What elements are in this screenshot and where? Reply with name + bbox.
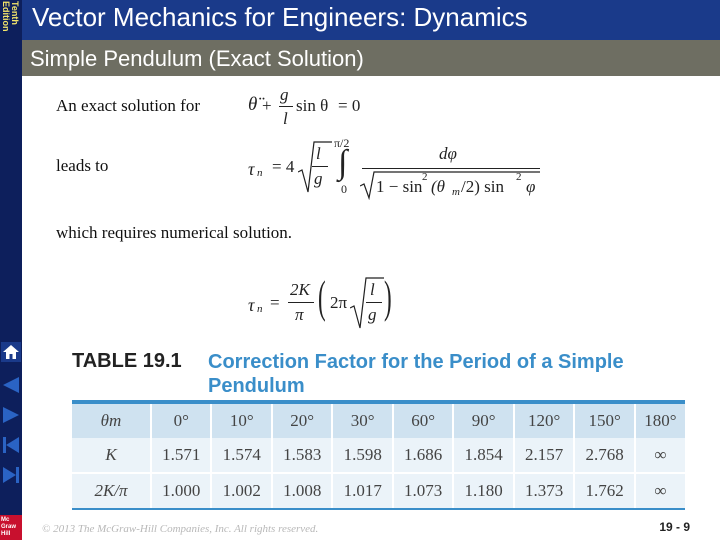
table-cell: 60° [393,404,453,438]
table-cell: 1.762 [574,473,634,508]
eq2-den-phi: φ [526,177,536,196]
eq3-equals: = [270,293,280,312]
page-number: 19 - 9 [659,520,690,534]
table-cell: 10° [211,404,271,438]
eq2-numerator: dφ [439,144,457,163]
table-cell: 0° [151,404,211,438]
copyright-notice: © 2013 The McGraw-Hill Companies, Inc. All rights reserved. [42,523,319,535]
eq3-denominator: π [295,305,304,324]
table-cell: 180° [635,404,685,438]
eq3-two-pi: 2π [330,293,348,312]
table-row [72,438,685,473]
table-cell: 90° [453,404,513,438]
table-label: TABLE 19.1 [72,350,182,372]
eq2-inner-bar [312,166,328,167]
eq2-sub-n: n [257,167,263,179]
home-icon[interactable] [1,342,21,362]
table-cell: 1.073 [393,473,453,508]
eq2-den-sup-2: 2 [516,171,522,183]
header-band [22,0,720,40]
eq3-tau: τ [248,295,255,315]
correction-factor-table [72,404,685,508]
table-cell: 1.373 [514,473,574,508]
table-header-row [72,404,685,438]
subheader-band [22,40,720,76]
eq3-inner-bar [366,302,382,303]
eq2-den-3: /2) sin [461,177,504,196]
eq2-upper-limit: π/2 [334,136,350,150]
table-cell: K [72,438,151,473]
table-cell: 120° [514,404,574,438]
table-cell: 1.571 [151,438,211,473]
last-icon[interactable] [1,465,21,485]
edition-word-1: Tenth [10,1,20,25]
eq3-l: l [370,280,375,299]
logo-word-2: Graw [1,524,17,530]
first-icon[interactable] [1,435,21,455]
eq2-den-1: 1 − sin [376,177,423,196]
eq2-l: l [316,144,321,163]
eq2-equals-4: = 4 [272,157,295,176]
page-title: Vector Mechanics for Engineers: Dynamics [32,2,528,32]
text-line-1: An exact solution for [56,96,200,115]
table-cell: 2.768 [574,438,634,473]
eq2-tau: τ [248,159,255,179]
table-cell: 1.574 [211,438,271,473]
eq2-g: g [314,169,323,188]
table-cell: 1.854 [453,438,513,473]
table-row [72,473,685,508]
table-cell: 1.180 [453,473,513,508]
table-cell: 2.157 [514,438,574,473]
table-cell: 20° [272,404,332,438]
eq1-sin-theta: sin θ [296,96,329,115]
table-cell: 1.002 [211,473,271,508]
text-line-2: leads to [56,156,109,175]
table-cell: 1.000 [151,473,211,508]
edition-label [0,0,22,44]
logo-word-3: Hill [1,531,11,537]
eq2-integral-sign: ∫ [338,144,348,181]
eq1-theta-ddot: θ̈ [248,94,258,115]
table-title: Correction Factor for the Period of a Simple Pendulum [208,351,624,397]
mcgraw-hill-logo [0,515,22,540]
eq3-numerator: 2K [290,280,310,299]
eq2-lower-limit: 0 [341,182,347,196]
table-cell: 2K/π [72,473,151,508]
sidebar-bar [0,0,22,540]
table-cell: 1.686 [393,438,453,473]
eq1-plus: + [262,96,272,115]
table-cell: 150° [574,404,634,438]
eq1-g: g [280,85,289,104]
table-cell: ∞ [635,438,685,473]
edition-word-2: Edition [1,1,11,32]
table-cell: 30° [332,404,392,438]
eq3-sub-n: n [257,303,263,315]
eq1-fraction-bar [279,106,293,107]
eq2-den-2: (θ [431,177,446,196]
table-cell: ∞ [635,473,685,508]
table-bottom-rule [72,508,685,510]
table-cell: 1.598 [332,438,392,473]
eq2-den-sup: 2 [422,171,428,183]
next-icon[interactable] [1,405,21,425]
eq3-left-paren: ( [318,271,326,322]
eq3-g: g [368,305,377,324]
table-cell: θm [72,404,151,438]
table-cell: 1.017 [332,473,392,508]
eq1-l: l [283,109,288,128]
logo-word-1: Mc [1,517,10,523]
previous-icon[interactable] [1,375,21,395]
eq2-fraction-bar [362,168,540,169]
eq1-equals-zero: = 0 [338,96,361,115]
text-line-3: which requires numerical solution. [56,223,293,242]
eq2-den-sub-m: m [452,186,460,198]
eq3-right-paren: ) [384,271,392,322]
slide-title: Simple Pendulum (Exact Solution) [30,46,364,71]
table-cell: 1.008 [272,473,332,508]
eq3-fraction-bar [288,302,314,303]
table-cell: 1.583 [272,438,332,473]
